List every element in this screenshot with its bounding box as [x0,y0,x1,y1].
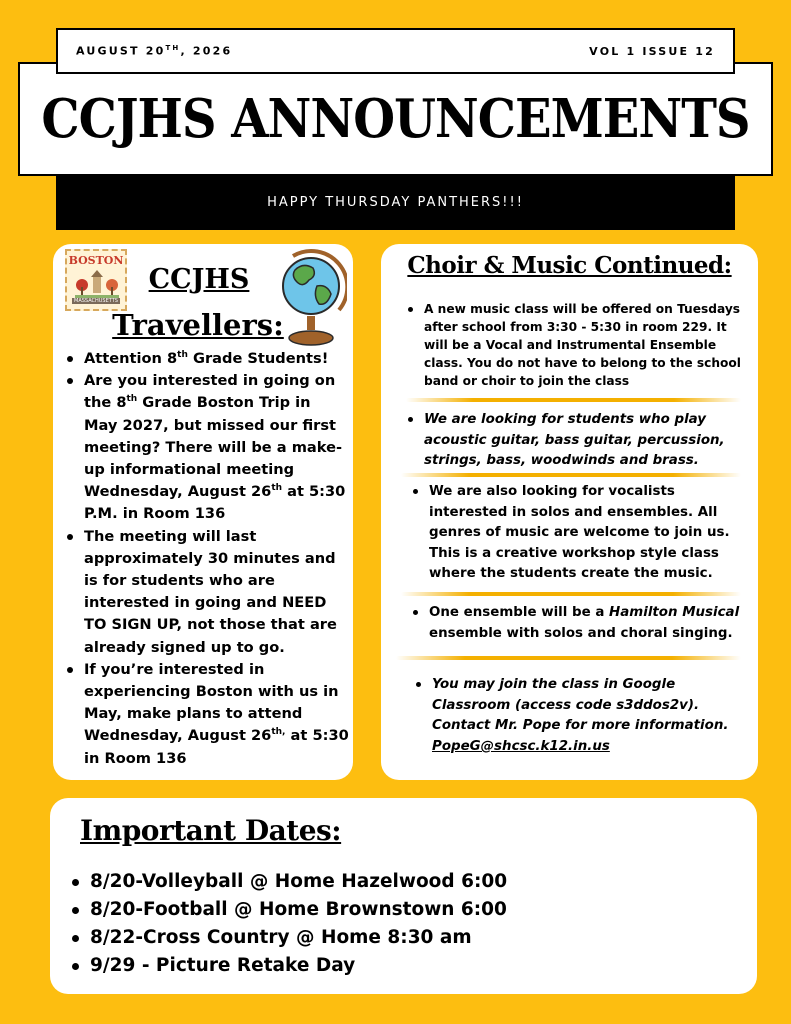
newsletter-title: CCJHS ANNOUNCEMENTS [41,87,750,151]
greeting-banner [56,174,735,230]
boston-stamp-image [65,249,127,311]
list-item: If you’re interested in experiencing Boston with us in May, make plans to attend Wednesday, August $26^{th,}$ at 5:30 in Room 136 [67,659,349,770]
choir-card [381,244,758,780]
important-dates-card [50,798,757,994]
list-item: 8/20-Volleyball @ Home Hazelwood 6:00 [90,868,507,896]
list-item: 9/29 - Picture Retake Day [90,952,507,980]
list-item: 8/20-Football @ Home Brownstown 6:00 [90,896,507,924]
choir-item-classroom: You may join the class in Google Classroom (access code s3ddos2v). Contact Mr. Pope for more information. PopeG@shcsc.k12.in.us [432,675,744,757]
choir-heading: Choir & Music Continued: [407,252,732,279]
choir-item-new-class: A new music class will be offered on Tuesdays after school from 3:30 - 5:30 in room 229. It will be a Vocal and Instrumental Ensemble class. You do not have to belong to the school band or choir to join the class [424,300,749,390]
important-dates-heading: Important Dates: [80,814,342,847]
choir-item-hamilton: One ensemble will be a Hamilton Musical ensemble with solos and choral singing. [429,603,749,644]
list-item: Attention 8th Grade Students! [67,348,349,370]
travellers-card [53,244,353,780]
list-item: 8/22-Cross Country @ Home 8:30 am [90,924,507,952]
choir-item-vocalists: We are also looking for vocalists interested in solos and ensembles. All genres of music are welcome to join us. This is a creative workshop style class where the students create the music. [429,482,757,585]
divider [401,592,741,596]
travellers-heading-line2: Travellers: [112,308,284,342]
travellers-list [67,348,349,770]
dateline [56,28,735,74]
travellers-heading-line1: CCJHS [148,264,250,295]
divider [396,656,741,660]
important-dates-list [90,868,507,980]
divider [406,398,741,402]
issue-volume: VOL 1 ISSUE 12 [589,44,715,58]
title-box [18,62,773,176]
choir-item-instruments: We are looking for students who play acoustic guitar, bass guitar, percussion, strings, bass, woodwinds and brass. [424,410,744,472]
stamp-illustration [75,267,119,299]
greeting-text: HAPPY THURSDAY PANTHERS!!! [267,194,524,210]
stamp-state: MASSACHUSETTS [74,298,118,304]
contact-email-link[interactable]: PopeG@shcsc.k12.in.us [432,738,610,754]
list-item: Are you interested in going on the 8th Grade Boston Trip in May 2027, but missed our first meeting? There will be a make-up informational meeting Wednesday, August 26th at 5:30 P.M. in Room 136 [67,370,349,525]
divider [401,473,741,477]
list-item: The meeting will last approximately 30 minutes and is for students who are interested in going and NEED TO SIGN UP, not those that are already signed up to go. [67,526,349,659]
stamp-city: BOSTON [68,254,124,267]
issue-date: AUGUST 20TH, 2026 [76,44,233,58]
